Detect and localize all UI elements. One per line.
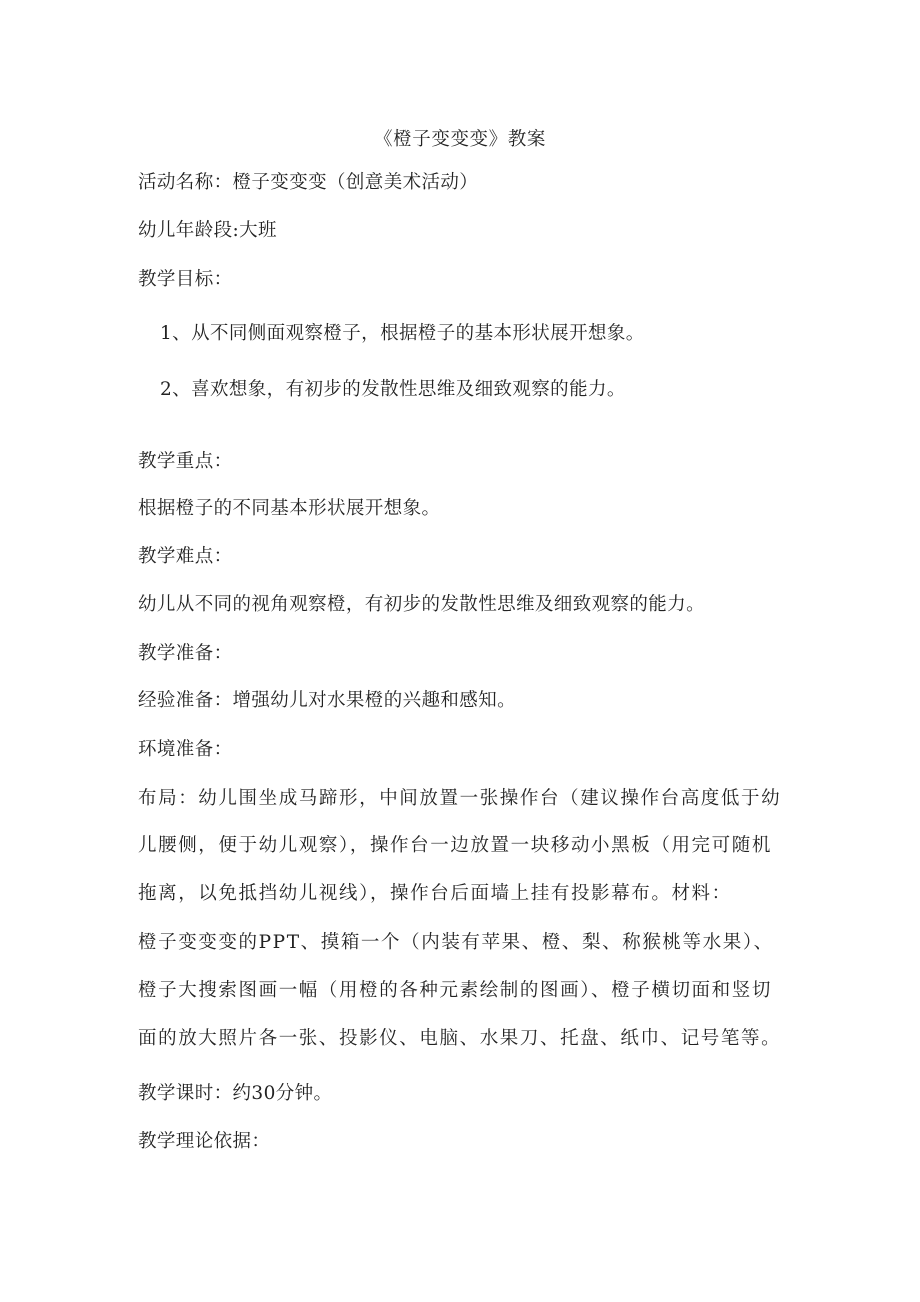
preparation-heading: 教学准备： (138, 643, 233, 664)
layout-line: 橙子变变变的PPT、摸箱一个（内装有苹果、橙、梨、称猴桃等水果）、 (138, 932, 774, 953)
age-group: 幼儿年龄段:大班 (138, 220, 277, 241)
difficulty-heading: 教学难点： (138, 546, 233, 567)
key-point-text: 根据橙子的不同基本形状展开想象。 (138, 498, 441, 519)
experience-preparation: 经验准备：增强幼儿对水果橙的兴趣和感知。 (138, 690, 517, 711)
layout-line: 橙子大搜索图画一幅（用橙的各种元素绘制的图画）、橙子横切面和竖切 (138, 980, 772, 1001)
layout-line: 儿腰侧，便于幼儿观察），操作台一边放置一块移动小黑板（用完可随机 (138, 835, 772, 856)
environment-heading: 环境准备： (138, 739, 233, 760)
theory-heading: 教学理论依据： (138, 1131, 271, 1152)
duration: 教学课时：约30分钟。 (138, 1083, 333, 1104)
key-point-heading: 教学重点： (138, 451, 233, 472)
difficulty-text: 幼儿从不同的视角观察橙，有初步的发散性思维及细致观察的能力。 (138, 594, 706, 615)
activity-name: 活动名称：橙子变变变（创意美术活动） (138, 172, 479, 193)
layout-line: 拖离，以免抵挡幼儿视线），操作台后面墙上挂有投影幕布。材料： (138, 883, 732, 904)
goal-item: 1、从不同侧面观察橙子，根据橙子的基本形状展开想象。 (160, 323, 645, 344)
goals-heading: 教学目标： (138, 269, 233, 290)
goal-item: 2、喜欢想象，有初步的发散性思维及细致观察的能力。 (160, 379, 626, 400)
layout-line: 面的放大照片各一张、投影仪、电脑、水果刀、托盘、纸巾、记号笔等。 (138, 1028, 782, 1049)
document-title: 《橙子变变变》教案 (374, 129, 546, 150)
layout-line: 布局：幼儿围坐成马蹄形，中间放置一张操作台（建议操作台高度低于幼 (138, 788, 782, 809)
